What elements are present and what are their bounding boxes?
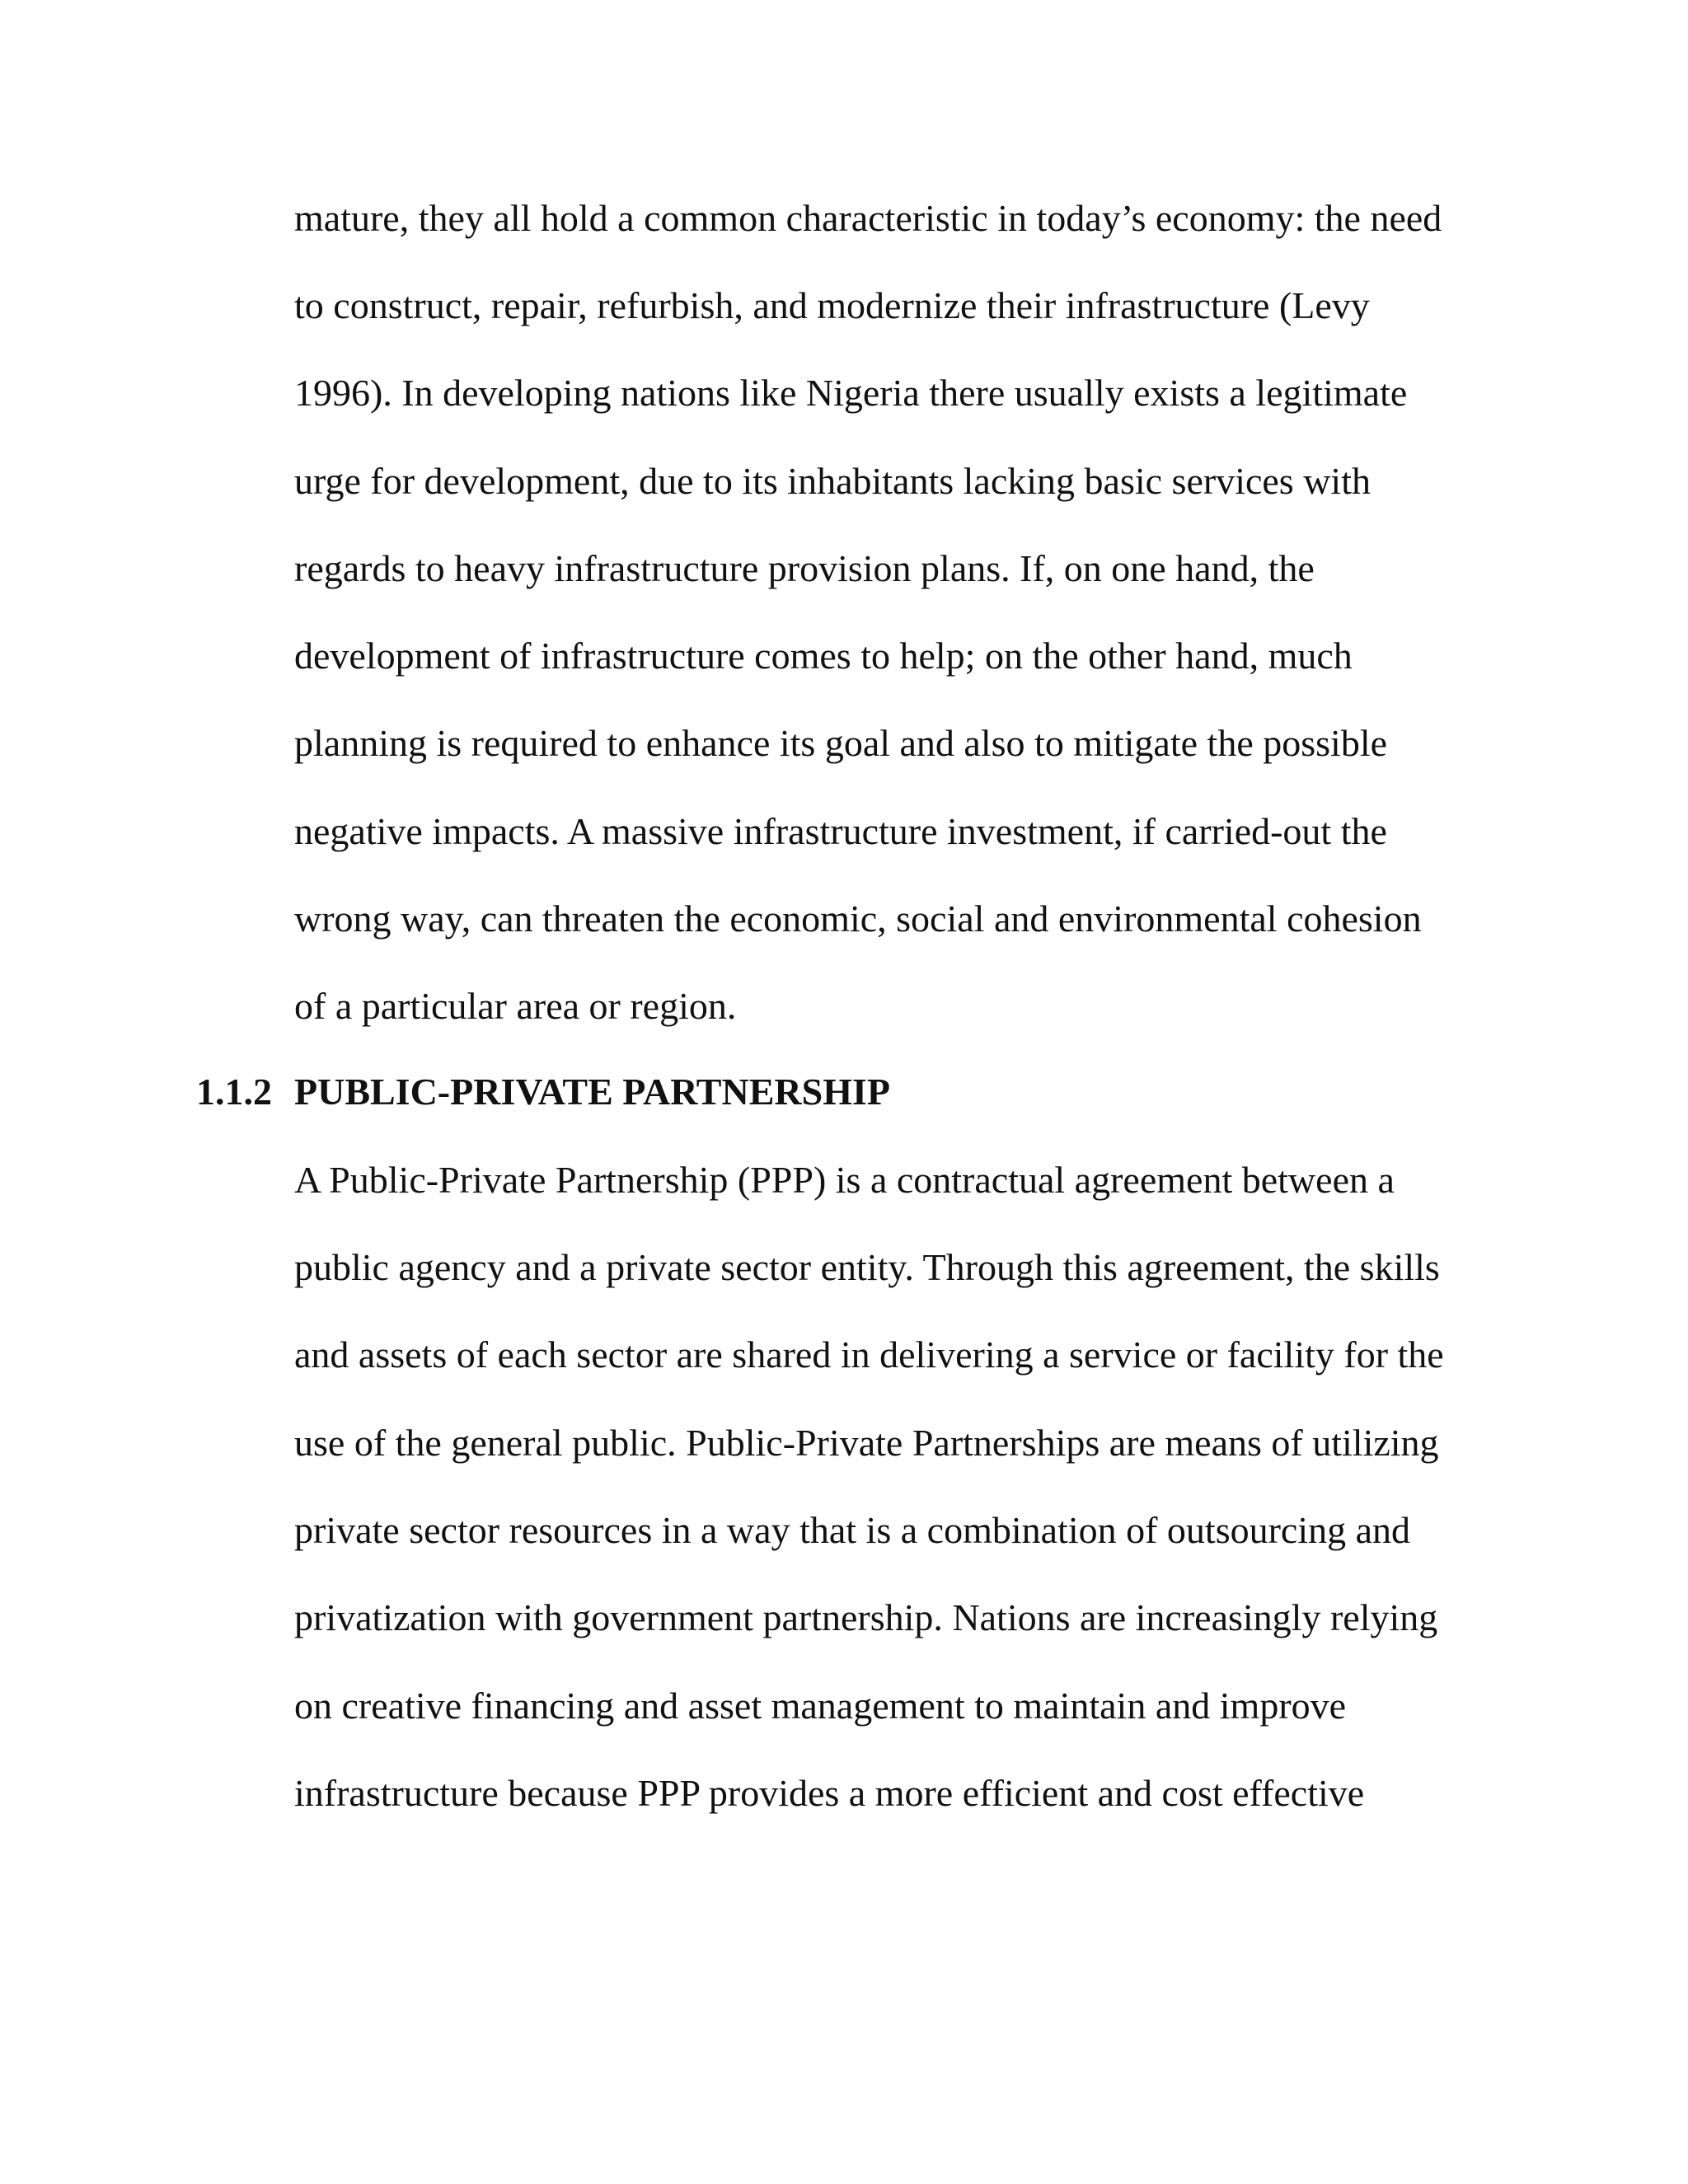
text-line: negative impacts. A massive infrastructure investment, if carried-out the <box>294 810 1387 852</box>
text-line: public agency and a private sector entity. Through this agreement, the skills <box>294 1246 1440 1288</box>
text-line: urge for development, due to its inhabitants lacking basic services with <box>294 460 1371 502</box>
text-line: 1996). In developing nations like Nigeria there usually exists a legitimate <box>294 372 1408 414</box>
text-line: infrastructure because PPP provides a more efficient and cost effective <box>294 1772 1365 1814</box>
text-line: development of infrastructure comes to help; on the other hand, much <box>294 635 1353 677</box>
text-line: use of the general public. Public-Private Partnerships are means of utilizing <box>294 1422 1439 1464</box>
text-line: planning is required to enhance its goal and also to mitigate the possible <box>294 722 1388 764</box>
text-line: regards to heavy infrastructure provision plans. If, on one hand, the <box>294 547 1315 589</box>
text-line: to construct, repair, refurbish, and modernize their infrastructure (Levy <box>294 284 1370 326</box>
text-line: and assets of each sector are shared in delivering a service or facility for the <box>294 1333 1444 1376</box>
text-line: on creative financing and asset management to maintain and improve <box>294 1685 1347 1727</box>
text-line: wrong way, can threaten the economic, social and environmental cohesion <box>294 898 1422 940</box>
section-number: 1.1.2 <box>196 1071 272 1113</box>
section-title: PUBLIC-PRIVATE PARTNERSHIP <box>294 1071 890 1113</box>
text-line: mature, they all hold a common characteristic in today’s economy: the need <box>294 197 1442 239</box>
section-heading <box>196 1069 890 1115</box>
text-line: A Public-Private Partnership (PPP) is a contractual agreement between a <box>294 1159 1395 1201</box>
text-line: private sector resources in a way that is a combination of outsourcing and <box>294 1509 1411 1551</box>
text-line: privatization with government partnership. Nations are increasingly relying <box>294 1596 1438 1638</box>
text-line: of a particular area or region. <box>294 985 737 1027</box>
